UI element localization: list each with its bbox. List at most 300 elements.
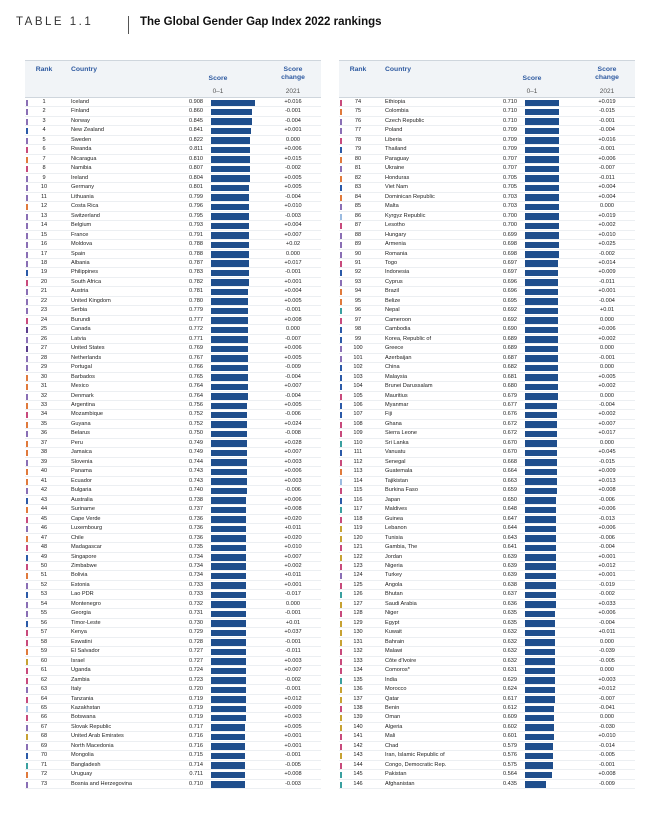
score-change-cell: -0.007 [599, 165, 615, 172]
score-bar [211, 696, 246, 703]
country-cell: Tajikistan [385, 477, 409, 484]
rank-cell: 67 [40, 723, 48, 730]
country-cell: Uruguay [71, 771, 93, 778]
table-row [25, 117, 321, 126]
region-marker [340, 659, 342, 665]
country-cell: Brunei Darussalam [385, 383, 433, 390]
table-row [25, 695, 321, 704]
country-cell: Vanuatu [385, 449, 406, 456]
table-row [339, 164, 635, 173]
score-bar-track [525, 649, 573, 656]
score-cell: 0.734 [189, 562, 203, 569]
score-cell: 0.672 [503, 430, 517, 437]
score-bar-track [525, 516, 573, 523]
table-row [339, 268, 635, 277]
country-cell: Malawi [385, 648, 403, 655]
country-cell: France [71, 231, 89, 238]
region-marker [340, 450, 342, 456]
score-change-cell: +0.010 [598, 231, 616, 238]
score-change-cell: +0.008 [598, 771, 616, 778]
country-cell: Burkina Faso [385, 487, 418, 494]
rank-cell: 68 [40, 733, 48, 740]
score-bar [211, 403, 247, 410]
score-change-cell: -0.007 [599, 695, 615, 702]
region-marker [26, 412, 28, 418]
score-change-cell: +0.005 [284, 297, 302, 304]
region-marker [340, 223, 342, 229]
score-cell: 0.765 [189, 373, 203, 380]
score-bar-track [211, 639, 259, 646]
rank-cell: 105 [353, 392, 363, 399]
score-bar [525, 743, 553, 750]
score-bar-track [211, 384, 259, 391]
score-change-cell: -0.002 [285, 165, 301, 172]
score-bar [525, 384, 558, 391]
rank-cell: 31 [40, 383, 48, 390]
region-marker [340, 365, 342, 371]
rank-cell: 106 [353, 402, 363, 408]
rank-cell: 36 [40, 430, 48, 437]
score-bar-track [211, 762, 259, 769]
score-bar-track [525, 630, 573, 637]
score-bar [525, 393, 558, 400]
table-row [25, 316, 321, 325]
score-bar [211, 365, 248, 372]
table-row [339, 117, 635, 126]
table-row [25, 221, 321, 230]
table-row [339, 543, 635, 552]
rank-cell: 146 [353, 780, 363, 787]
region-marker [340, 697, 342, 703]
score-change-cell: +0.008 [598, 487, 616, 494]
table-row [25, 439, 321, 448]
score-cell: 0.729 [189, 629, 203, 636]
country-cell: Jordan [385, 553, 403, 560]
score-change-cell: +0.005 [284, 184, 302, 191]
score-bar-track [525, 204, 573, 211]
country-cell: New Zealand [71, 127, 104, 134]
rank-cell: 17 [40, 250, 48, 257]
table-row [339, 287, 635, 296]
score-cell: 0.749 [189, 449, 203, 456]
score-bar-track [525, 308, 573, 315]
region-marker [340, 460, 342, 466]
region-marker [340, 252, 342, 258]
score-cell: 0.639 [503, 562, 517, 569]
region-marker [26, 526, 28, 532]
country-cell: Kuwait [385, 629, 402, 636]
score-cell: 0.743 [189, 477, 203, 484]
table-row [25, 723, 321, 732]
score-bar [525, 270, 558, 277]
score-bar [211, 488, 247, 495]
country-cell: Senegal [385, 458, 406, 465]
country-cell: Guinea [385, 515, 404, 522]
score-change-cell: +0.005 [284, 402, 302, 408]
table-row [25, 287, 321, 296]
table-row [339, 155, 635, 164]
rank-cell: 110 [353, 439, 363, 446]
table-row [339, 250, 635, 259]
table-row [25, 751, 321, 760]
rank-cell: 43 [40, 496, 48, 503]
score-change-cell: -0.001 [599, 354, 615, 361]
country-cell: Kenya [71, 629, 87, 636]
country-cell: Albania [71, 259, 90, 266]
region-marker [26, 394, 28, 400]
score-change-cell: +0.009 [598, 269, 616, 276]
rank-cell: 123 [353, 562, 363, 569]
score-bar [211, 781, 245, 788]
score-bar-track [211, 270, 259, 277]
score-bar-track [525, 459, 573, 466]
score-cell: 0.659 [503, 487, 517, 494]
score-bar [525, 781, 546, 788]
table-row [339, 600, 635, 609]
rank-cell: 90 [354, 250, 362, 257]
score-change-cell: -0.004 [285, 193, 301, 200]
score-change-cell: +0.017 [598, 430, 616, 437]
score-change-cell: 0.000 [600, 203, 614, 210]
score-bar [525, 563, 556, 570]
score-change-cell: +0.012 [598, 562, 616, 569]
score-change-cell: +0.02 [285, 241, 301, 248]
score-bar-track [525, 526, 573, 533]
table-row [25, 401, 321, 410]
rank-cell: 114 [353, 477, 363, 484]
country-cell: Namibia [71, 165, 92, 172]
score-bar-track [211, 431, 259, 438]
region-marker [26, 621, 28, 627]
score-bar-track [211, 204, 259, 211]
region-marker [26, 138, 28, 144]
score-bar-track [211, 232, 259, 239]
rank-cell: 51 [40, 572, 48, 579]
region-marker [26, 659, 28, 665]
score-bar-track [211, 118, 259, 125]
table-row [339, 193, 635, 202]
rank-cell: 38 [40, 449, 48, 456]
region-marker [340, 592, 342, 598]
country-cell: Cape Verde [71, 515, 101, 522]
score-bar [211, 166, 250, 173]
score-bar [525, 734, 554, 741]
region-marker [26, 782, 28, 788]
score-cell: 0.632 [503, 629, 517, 636]
score-change-cell: +0.006 [598, 326, 616, 333]
score-change-cell: +0.013 [598, 477, 616, 484]
score-change-cell: 0.000 [600, 638, 614, 645]
score-bar [211, 175, 250, 182]
score-cell: 0.766 [189, 364, 203, 371]
score-bar-track [525, 620, 573, 627]
rank-cell: 101 [353, 354, 363, 361]
score-change-cell: +0.037 [284, 629, 302, 636]
score-cell: 0.705 [503, 174, 517, 181]
score-bar-track [525, 270, 573, 277]
region-marker [26, 375, 28, 381]
table-row [25, 581, 321, 590]
rank-cell: 80 [354, 155, 362, 162]
score-bar-track [211, 715, 259, 722]
country-cell: Latvia [71, 335, 86, 342]
score-change-cell: -0.008 [285, 430, 301, 437]
score-change-header [265, 66, 321, 82]
score-bar-track [211, 563, 259, 570]
country-cell: Belarus [71, 430, 90, 437]
rank-cell: 75 [354, 108, 362, 115]
score-cell: 0.791 [189, 231, 203, 238]
country-cell: Argentina [71, 402, 95, 408]
score-bar [211, 298, 248, 305]
rank-cell: 66 [40, 714, 48, 721]
score-bar-track [525, 317, 573, 324]
score-bar [525, 497, 556, 504]
rank-cell: 108 [353, 420, 363, 427]
score-bar [525, 100, 559, 107]
region-marker [340, 166, 342, 172]
rank-cell: 117 [353, 506, 363, 513]
rank-cell: 20 [40, 278, 48, 285]
score-cell: 0.710 [503, 108, 517, 115]
table-row [339, 467, 635, 476]
score-change-cell: +0.004 [598, 193, 616, 200]
country-cell: Montenegro [71, 600, 101, 607]
score-bar-track [211, 554, 259, 561]
score-bar-track [525, 128, 573, 135]
score-bar [525, 601, 556, 608]
score-bar [211, 706, 246, 713]
table-row [25, 335, 321, 344]
rank-cell: 144 [353, 761, 363, 768]
table-row [25, 647, 321, 656]
rank-cell: 10 [40, 184, 48, 191]
table-row [339, 638, 635, 647]
score-cell: 0.695 [503, 297, 517, 304]
region-marker [340, 356, 342, 362]
score-change-cell: -0.030 [599, 723, 615, 730]
score-change-cell: +0.008 [284, 506, 302, 513]
score-cell: 0.637 [503, 591, 517, 598]
rank-cell: 16 [40, 241, 48, 248]
rank-cell: 65 [40, 705, 48, 711]
country-cell: Eswatini [71, 638, 92, 645]
score-change-cell: +0.033 [598, 600, 616, 607]
score-change-cell: +0.001 [598, 288, 616, 295]
score-change-cell: +0.016 [598, 136, 616, 143]
score-change-cell: -0.001 [599, 117, 615, 124]
table-row [339, 581, 635, 590]
table-row [339, 306, 635, 315]
score-cell: 0.635 [503, 619, 517, 626]
region-marker [26, 517, 28, 523]
score-bar-track [525, 781, 573, 788]
score-bar-track [525, 696, 573, 703]
score-bar [525, 147, 559, 154]
score-change-cell: +0.005 [284, 174, 302, 181]
country-cell: North Macedonia [71, 742, 114, 749]
score-cell: 0.676 [503, 411, 517, 418]
score-bar-track [525, 497, 573, 504]
score-cell: 0.908 [189, 99, 203, 105]
rank-cell: 34 [40, 411, 48, 418]
score-cell: 0.696 [503, 278, 517, 285]
score-bar [525, 128, 559, 135]
country-cell: Niger [385, 610, 399, 617]
score-change-cell: -0.002 [285, 676, 301, 683]
score-change-cell: +0.002 [598, 222, 616, 229]
country-cell: Israel [71, 657, 85, 664]
score-range-label: 0–1 [526, 88, 538, 95]
table-row [25, 562, 321, 571]
region-marker [340, 403, 342, 409]
score-bar-track [525, 365, 573, 372]
score-cell: 0.771 [189, 335, 203, 342]
score-bar [525, 317, 558, 324]
table-row [25, 306, 321, 315]
score-bar [211, 431, 247, 438]
score-bar-track [525, 639, 573, 646]
score-bar-track [525, 251, 573, 258]
rank-cell: 21 [40, 288, 48, 295]
rank-cell: 130 [353, 629, 363, 636]
table-row [25, 713, 321, 722]
region-marker [26, 725, 28, 731]
rank-cell: 5 [42, 136, 46, 143]
score-bar-track [525, 147, 573, 154]
score-bar-track [211, 488, 259, 495]
table-row [25, 344, 321, 353]
score-change-cell: -0.003 [285, 780, 301, 787]
region-marker [340, 573, 342, 579]
score-cell: 0.641 [503, 544, 517, 551]
rank-cell: 53 [40, 591, 48, 598]
score-change-cell: +0.016 [284, 99, 302, 105]
score-range-label: 0–1 [212, 88, 224, 95]
rank-cell: 30 [40, 373, 48, 380]
table-row [25, 590, 321, 599]
rank-cell: 64 [40, 695, 48, 702]
region-marker [340, 479, 342, 485]
score-bar-track [525, 374, 573, 381]
table-row [25, 685, 321, 694]
score-change-cell: +0.003 [598, 676, 616, 683]
score-bar-track [211, 478, 259, 485]
table-row [339, 420, 635, 429]
table-row [339, 458, 635, 467]
score-change-cell: +0.011 [284, 572, 302, 579]
score-change-cell: +0.002 [284, 562, 302, 569]
score-bar-track [525, 194, 573, 201]
region-marker [26, 460, 28, 466]
score-change-cell: +0.007 [284, 553, 302, 560]
region-marker [340, 412, 342, 418]
score-cell: 0.644 [503, 525, 517, 532]
score-change-cell: +0.006 [284, 345, 302, 352]
score-bar-track [211, 156, 259, 163]
country-cell: Canada [71, 326, 91, 333]
score-change-cell: -0.015 [599, 108, 615, 115]
table-row [339, 534, 635, 543]
rank-cell: 2 [42, 108, 46, 115]
score-bar-track [525, 611, 573, 618]
score-bar-track [525, 601, 573, 608]
score-change-cell: +0.010 [598, 733, 616, 740]
score-cell: 0.698 [503, 241, 517, 248]
score-bar-track [525, 412, 573, 419]
region-marker [340, 185, 342, 191]
score-cell: 0.707 [503, 165, 517, 172]
score-bar [211, 308, 248, 315]
score-cell: 0.801 [189, 184, 203, 191]
table-row [339, 145, 635, 154]
rank-cell: 18 [40, 259, 48, 266]
region-marker [26, 469, 28, 475]
country-cell: Mauritius [385, 392, 408, 399]
score-bar-track [525, 223, 573, 230]
region-marker [26, 346, 28, 352]
table-row [339, 382, 635, 391]
score-bar [211, 459, 247, 466]
table-row [25, 505, 321, 514]
score-change-cell: +0.003 [284, 714, 302, 721]
score-cell: 0.822 [189, 136, 203, 143]
region-marker [340, 375, 342, 381]
score-cell: 0.710 [189, 780, 203, 787]
country-cell: Jamaica [71, 449, 92, 456]
score-cell: 0.788 [189, 241, 203, 248]
score-change-cell: -0.002 [599, 591, 615, 598]
country-cell: Lao PDR [71, 591, 94, 598]
country-cell: China [385, 364, 400, 371]
rank-cell: 7 [42, 155, 46, 162]
country-cell: Italy [71, 686, 82, 693]
table-row [25, 145, 321, 154]
score-cell: 0.793 [189, 222, 203, 229]
score-bar-track [525, 772, 573, 779]
region-marker [26, 223, 28, 229]
table-row [339, 590, 635, 599]
score-cell: 0.772 [189, 326, 203, 333]
rank-cell: 70 [40, 752, 48, 759]
table-row [339, 628, 635, 637]
table-row [25, 448, 321, 457]
score-bar [525, 724, 554, 731]
country-cell: Lithuania [71, 193, 94, 200]
score-bar-track [525, 762, 573, 769]
country-cell: Zambia [71, 676, 90, 683]
score-change-cell: +0.003 [284, 657, 302, 664]
table-row [25, 126, 321, 135]
rank-cell: 76 [354, 117, 362, 124]
score-change-cell: -0.001 [285, 638, 301, 645]
score-bar-track [525, 743, 573, 750]
score-cell: 0.727 [189, 657, 203, 664]
score-cell: 0.769 [189, 345, 203, 352]
score-bar [211, 204, 249, 211]
region-marker [26, 555, 28, 561]
table-row [25, 676, 321, 685]
rank-cell: 61 [40, 667, 48, 674]
country-cell: Georgia [71, 610, 91, 617]
table-row [339, 136, 635, 145]
region-marker [26, 318, 28, 324]
score-bar [525, 535, 556, 542]
score-cell: 0.788 [189, 250, 203, 257]
country-cell: Cambodia [385, 326, 411, 333]
score-change-header-line2: change [281, 74, 305, 81]
score-bar [211, 279, 249, 286]
